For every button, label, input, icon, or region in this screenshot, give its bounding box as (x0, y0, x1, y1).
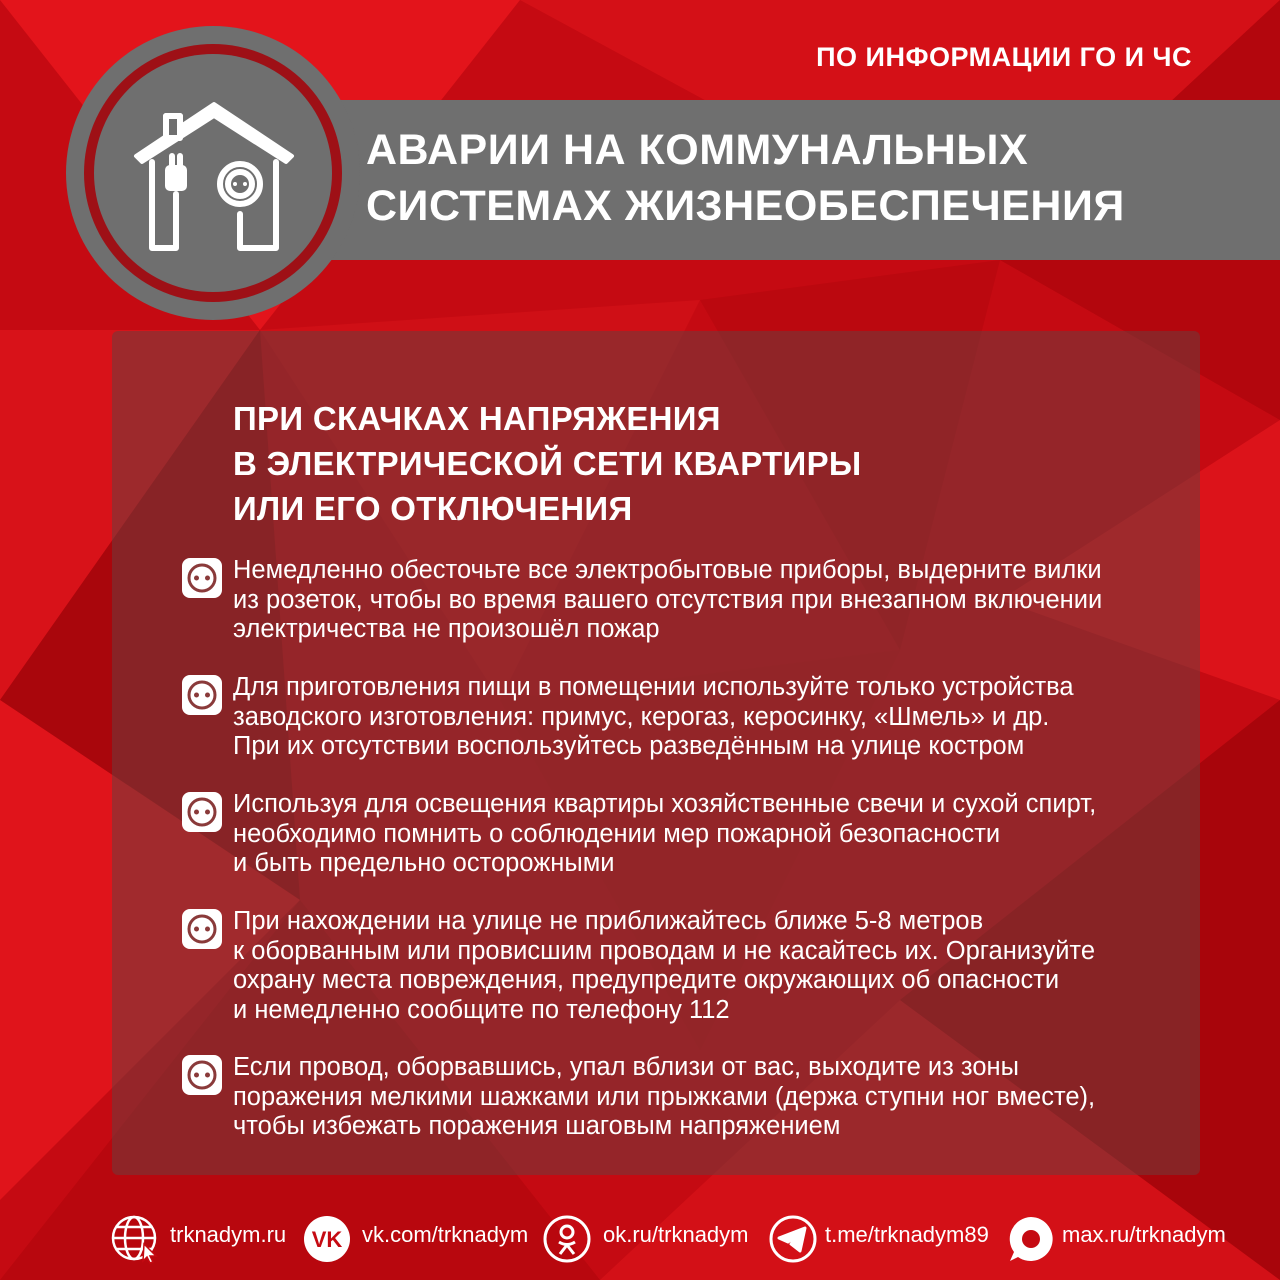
item-line: Для приготовления пищи в помещении используйте только устройства (233, 673, 1074, 701)
item-line: Немедленно обесточьте все электробытовые приборы, выдерните вилки (233, 556, 1102, 584)
page-title (366, 122, 1125, 234)
house-plug-socket-icon (126, 96, 302, 264)
footer-link-telegram[interactable]: t.me/trknadym89 (825, 1222, 989, 1247)
item-line: Если провод, оборвавшись, упал вблизи от вас, выходите из зоны (233, 1053, 1019, 1081)
item-line: охрану места повреждения, предупредите окружающих об опасности (233, 966, 1060, 994)
list-item-text (233, 790, 1193, 879)
item-line: электричества не произошёл пожар (233, 615, 660, 643)
title-line-2: СИСТЕМАХ ЖИЗНЕОБЕСПЕЧЕНИЯ (366, 182, 1125, 230)
item-line: необходимо помнить о соблюдении мер пожарной безопасности (233, 819, 1001, 848)
footer-link-vk[interactable]: vk.com/trknadym (362, 1222, 529, 1247)
section-heading-line-2: В ЭЛЕКТРИЧЕСКОЙ СЕТИ КВАРТИРЫ (233, 445, 862, 482)
item-line: заводского изготовления: примус, керогаз, керосинку, «Шмель» и др. (233, 702, 1050, 731)
section-heading (233, 396, 861, 531)
socket-icon (180, 1053, 224, 1097)
footer-link-ok[interactable]: ok.ru/trknadym (603, 1222, 749, 1247)
max-icon (1006, 1214, 1056, 1264)
item-line: из розеток, чтобы во время вашего отсутствия при внезапном включении (233, 585, 1103, 614)
odnoklassniki-icon (542, 1214, 592, 1264)
socket-icon (180, 556, 224, 600)
item-line: и немедленно сообщите по телефону 112 (233, 995, 730, 1024)
telegram-icon (768, 1214, 818, 1264)
socket-icon (180, 907, 224, 951)
list-item-text (233, 907, 1193, 1025)
item-line: к оборванным или провисшим проводам и не касайтесь их. Организуйте (233, 936, 1096, 965)
globe-cursor-icon (110, 1214, 160, 1264)
item-line: чтобы избежать поражения шаговым напряжением (233, 1112, 841, 1140)
svg-text:VK: VK (311, 1227, 343, 1252)
list-item-text (233, 556, 1193, 645)
title-line-1: АВАРИИ НА КОММУНАЛЬНЫХ (366, 126, 1029, 174)
socket-icon (180, 790, 224, 834)
socket-icon (180, 673, 224, 717)
item-line: При их отсутствии воспользуйтесь разведённым на улице костром (233, 732, 1025, 760)
section-heading-line-1: ПРИ СКАЧКАХ НАПРЯЖЕНИЯ (233, 400, 721, 437)
section-heading-line-3: ИЛИ ЕГО ОТКЛЮЧЕНИЯ (233, 490, 633, 527)
item-line: и быть предельно осторожными (233, 849, 615, 877)
item-line: При нахождении на улице не приближайтесь ближе 5-8 метров (233, 907, 984, 935)
list-item-text (233, 1053, 1193, 1142)
list-item-text (233, 673, 1193, 762)
source-label: ПО ИНФОРМАЦИИ ГО И ЧС (816, 42, 1192, 72)
footer-link-max[interactable]: max.ru/trknadym (1062, 1222, 1226, 1247)
vk-icon (302, 1214, 352, 1264)
footer (0, 1200, 1280, 1280)
footer-link-website[interactable]: trknadym.ru (170, 1222, 287, 1247)
item-line: Используя для освещения квартиры хозяйственные свечи и сухой спирт, (233, 790, 1097, 818)
item-line: поражения мелкими шажками или прыжками (держа ступни ног вместе), (233, 1082, 1096, 1111)
